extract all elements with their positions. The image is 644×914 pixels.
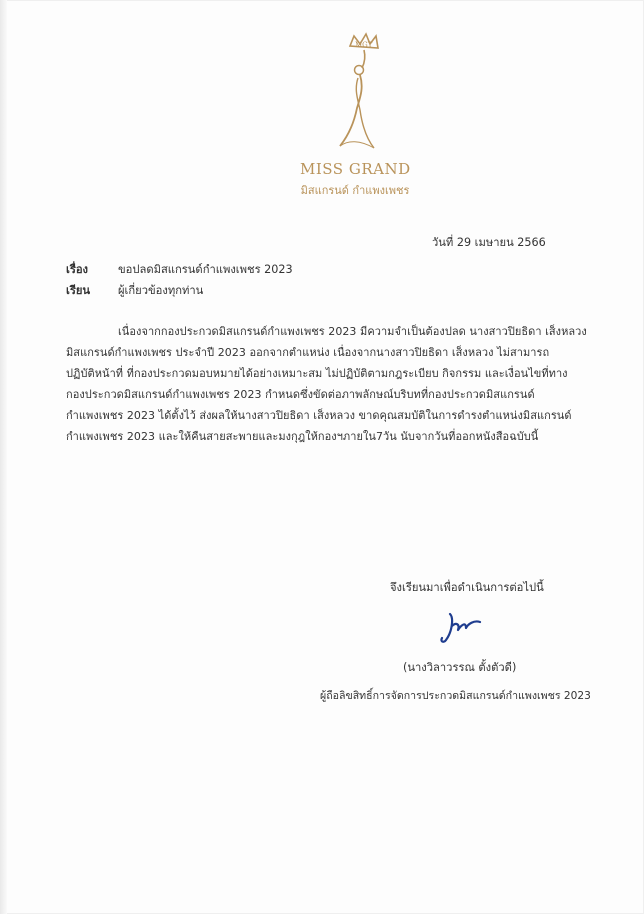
body-line: มิสแกรนด์กำแพงเพชร ประจำปี 2023 ออกจากตำแหน่ง เนื่องจากนางสาวปิยธิดา เส็งหลวง ไม่สามารถ (66, 346, 550, 359)
brand-name: MISS GRAND (300, 160, 411, 178)
signer-title: ผู้ถือลิขสิทธิ์การจัดการประกวดมิสแกรนด์กำแพงเพชร 2023 (320, 690, 591, 702)
closing-text: จึงเรียนมาเพื่อดำเนินการต่อไปนี้ (390, 581, 544, 594)
subject-text: ขอปลดมิสแกรนด์กำแพงเพชร 2023 (118, 263, 293, 276)
body-line: กำแพงเพชร 2023 ได้ตั้งไว้ ส่งผลให้นางสาวปิยธิดา เส็งหลวง ขาดคุณสมบัติในการดำรงตำแหน่งมิสแกรนด์ (66, 409, 572, 422)
subject-label: เรื่อง (66, 263, 89, 276)
signer-name: (นางวิลาวรรณ ตั้งตัวดี) (403, 661, 517, 674)
page-edge-shadow (0, 0, 7, 914)
body-line: กำแพงเพชร 2023 และให้คืนสายสะพายและมงกุฎให้กองฯภายใน7วัน นับจากวันที่ออกหนังสือฉบับนี้ (66, 430, 539, 443)
letter-date: วันที่ 29 เมษายน 2566 (432, 236, 546, 249)
recipient-label: เรียน (66, 284, 91, 297)
handwritten-signature (436, 608, 486, 648)
brand-subtitle: มิสแกรนด์ กำแพงเพชร (300, 184, 410, 197)
body-line: ปฏิบัติหน้าที่ ที่กองประกวดมอบหมายได้อย่างเหมาะสม ไม่ปฏิบัติตามกฎระเบียบ กิจกรรม และเงื่อนไขที่ทาง (66, 367, 568, 380)
crowned-figure-icon (314, 28, 394, 158)
crown-text: MGT (355, 41, 373, 49)
body-line: เนื่องจากกองประกวดมิสแกรนด์กำแพงเพชร 2023 มีความจำเป็นต้องปลด นางสาวปิยธิดา เส็งหลวง (118, 325, 587, 338)
recipient-text: ผู้เกี่ยวข้องทุกท่าน (118, 284, 204, 297)
body-line: กองประกวดมิสแกรนด์กำแพงเพชร 2023 กำหนดซึ่งขัดต่อภาพลักษณ์บริบทที่กองประกวดมิสแกรนด์ (66, 388, 535, 401)
